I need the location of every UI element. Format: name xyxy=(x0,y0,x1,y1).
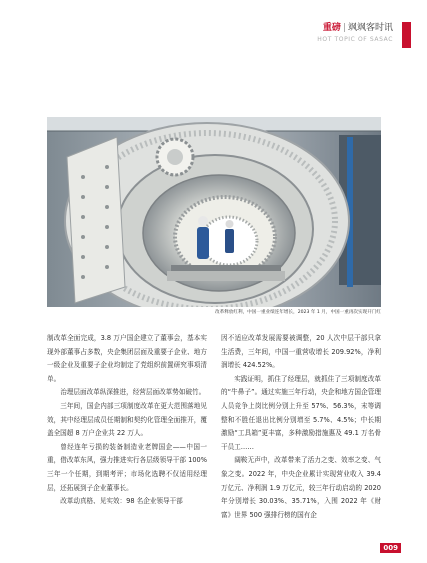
header-brand: 重磅 xyxy=(322,23,341,33)
header-column: 飒飒客时讯 xyxy=(347,23,393,33)
paragraph: 阔鞍无声中，改革带来了活力之变、效率之变、气象之变。2022 年，中央企业累计实现营业收入 39.4 万亿元、净利润 1.9 万亿元，较三年行动启动的 2020 年分别增长 30.03%、35.71%，入围 2022 年《财富》世界 500 强排行榜的国有企 xyxy=(221,456,381,519)
left-column xyxy=(47,332,207,509)
paragraph: 三年间，国企内部三项制度改革在更大范围落地见效，其中经理层成员任期制和契约化管理全面推开，覆盖全国超 8 万户企业共 22 万人。 xyxy=(47,401,207,438)
right-column xyxy=(221,332,381,522)
header-accent-bar xyxy=(402,22,411,48)
factory-photo xyxy=(47,117,381,307)
header-subtitle-en: HOT TOPIC OF SASAC xyxy=(317,36,393,43)
header-separator: | xyxy=(342,23,346,33)
page-header xyxy=(281,22,411,52)
paragraph: 曾经连年亏损的装备制造业老牌国企——中国一重，借改革东风，强力推进实行各层级领导干部 100% 三年一个任期，到期考评；市场化选聘不仅适用经理层，还拓展到子企业董事长。 xyxy=(47,442,207,492)
paragraph: 实践证明，抓住了经理层，就抓住了三项制度改革的“牛鼻子”。通过实施三年行动，央企和地方国企管理人员竞争上岗比例分别上升至 57%、56.3%，末等调整和不胜任退出比例分别增至 5.7%、4.5%；中长期激励“工具箱”更丰富，多种激励措施惠及 49.1 万名骨干员工…… xyxy=(221,374,381,451)
page-number: 009 xyxy=(380,543,401,553)
header-section-title xyxy=(323,22,393,34)
paragraph: 因不适应改革发展需要被调整，20 人次中层干部只拿生活费，三年间，中国一重营收增长 209.92%，净利润增长 424.52%。 xyxy=(221,334,381,370)
paragraph: 制改革全面完成，3.8 万户国企建立了董事会，基本实现外部董事占多数，央企集团层面及重要子企业、地方一级企业及重要子企业均制定了党组织前置研究事项清单。 xyxy=(47,334,207,383)
photo-caption: 改革释放红利，中国一重业绩连年增长，2023 年 1 月，中国一重再次实现开门红 xyxy=(215,310,381,315)
paragraph: 改革动真格、见实效：98 名企业领导干部 xyxy=(60,497,183,506)
paragraph: 治理层面改革纵深推进，经营层面改革势如破竹。 xyxy=(60,388,206,397)
